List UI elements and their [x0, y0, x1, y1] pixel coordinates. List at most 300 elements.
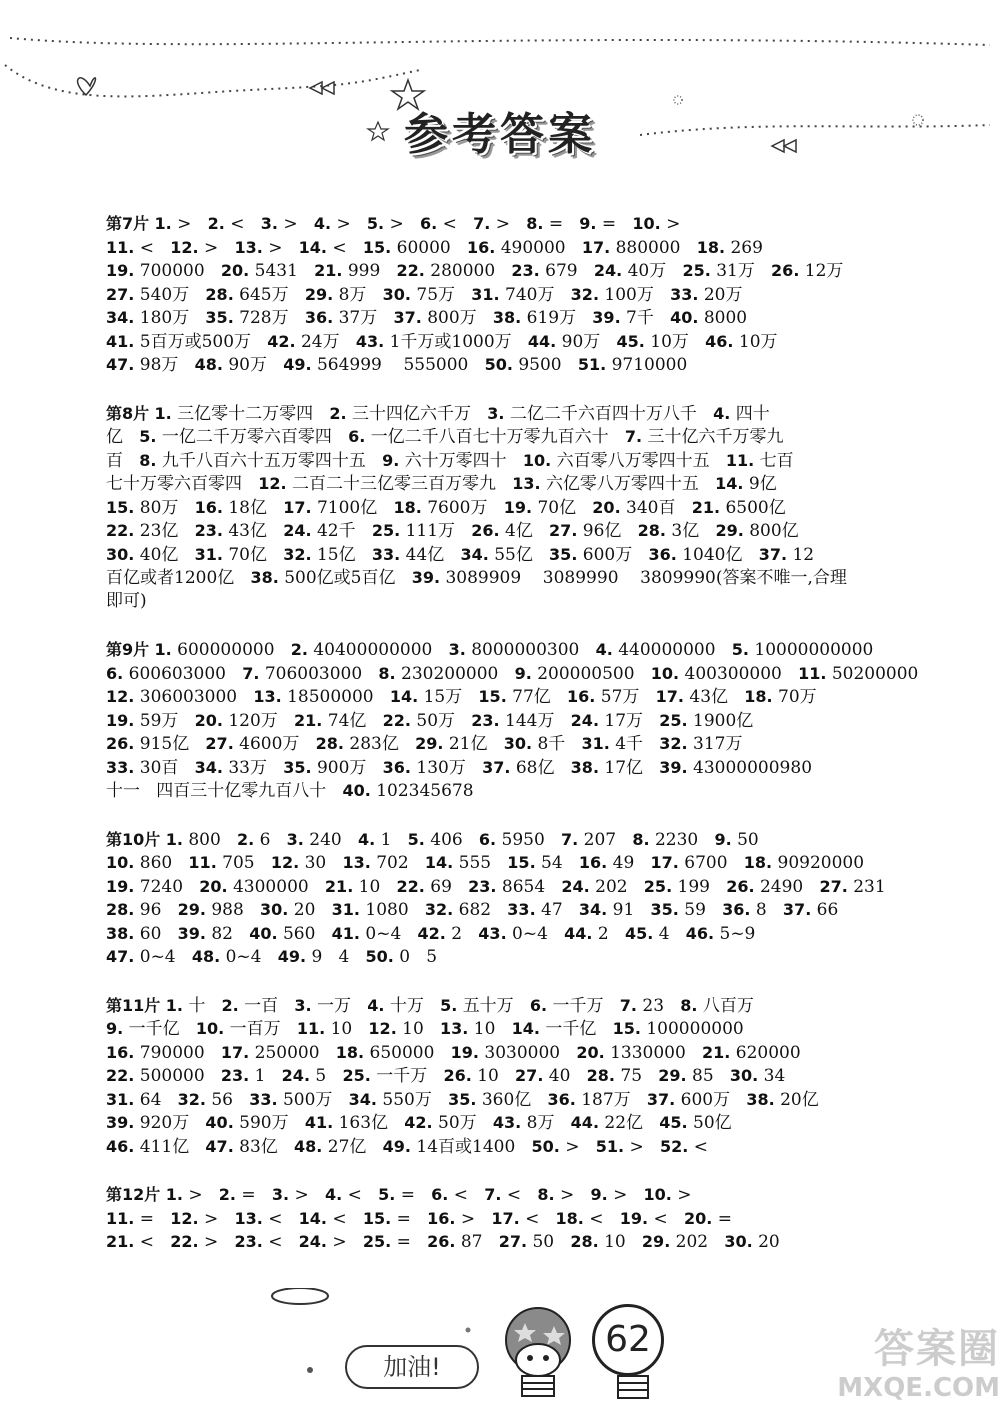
answer-value: 0 5: [399, 947, 438, 967]
question-number: 36.: [722, 900, 751, 919]
answer-value: 9 4: [311, 947, 350, 967]
answer-value: 70亿: [537, 497, 577, 518]
question-number: 42.: [404, 1113, 433, 1132]
heart-icon: [78, 78, 96, 95]
answer-value: 500万: [282, 1089, 333, 1110]
question-number: 49.: [277, 947, 307, 966]
question-number: 28.: [315, 734, 344, 753]
answer-content: [106, 212, 919, 1279]
answer-value: 100000000: [646, 1019, 744, 1039]
question-number: 29.: [715, 521, 744, 540]
answer-line: [106, 1230, 906, 1254]
question-number: 30.: [106, 544, 135, 564]
question-number: 29.: [177, 900, 206, 919]
answer-value: 14百或1400: [416, 1136, 516, 1157]
question-number: 45.: [659, 1113, 688, 1132]
answer-section: [106, 638, 919, 803]
question-number: 41.: [331, 923, 360, 943]
question-number: 13.: [512, 474, 541, 493]
answer-value: 5: [315, 1066, 327, 1086]
question-number: 10.: [643, 1185, 672, 1204]
answer-value: 619万: [526, 308, 577, 328]
question-number: 23.: [220, 1066, 250, 1085]
answer-line: [106, 898, 906, 922]
question-number: 7.: [619, 995, 637, 1015]
question-number: 30.: [260, 900, 289, 919]
question-number: 47.: [205, 1136, 234, 1156]
question-number: 25.: [371, 521, 401, 540]
question-number: 31.: [194, 544, 223, 564]
answer-value: 920万: [139, 1113, 190, 1133]
question-number: 7.: [624, 427, 643, 446]
question-number: 17.: [491, 1208, 520, 1228]
question-number: 37.: [758, 544, 788, 564]
answer-value: 317万: [693, 734, 743, 754]
answer-value: 三十亿六千万零九: [647, 427, 784, 447]
answer-value: 0~4: [139, 947, 176, 967]
question-number: 48.: [294, 1136, 323, 1156]
answer-value: >: [203, 1232, 219, 1252]
question-number: 40.: [205, 1113, 234, 1132]
question-number: 1.: [154, 640, 172, 659]
answer-line: [106, 756, 906, 780]
question-number: 11.: [296, 1019, 326, 1038]
answer-value: 47: [541, 900, 563, 920]
answer-value: 八百万: [702, 995, 754, 1016]
question-number: 27.: [549, 521, 578, 540]
answer-value: 83亿: [239, 1136, 278, 1157]
answer-line: [106, 283, 906, 307]
question-number: 36.: [382, 757, 411, 777]
question-number: 28.: [205, 284, 234, 304]
answer-value: 269: [730, 237, 763, 258]
answer-value: 4600万: [239, 734, 300, 754]
answer-value: 一亿二千万零六百零四: [161, 427, 332, 447]
watermark: [738, 1325, 1000, 1403]
question-number: 21.: [294, 710, 323, 730]
answer-line: [106, 236, 906, 260]
answer-value: 8万: [338, 284, 367, 305]
question-number: 12.: [368, 1019, 397, 1038]
section-label: 第9片: [106, 640, 150, 659]
answer-value: 31万: [716, 261, 755, 281]
answer-value: 240: [309, 829, 342, 850]
question-number: 35.: [205, 308, 234, 327]
question-number: 14.: [389, 687, 419, 706]
answer-value: 七百: [759, 450, 794, 471]
question-number: 11.: [188, 853, 217, 872]
question-number: 23.: [234, 1232, 263, 1251]
question-number: 24.: [298, 1232, 327, 1251]
question-number: 32.: [570, 284, 600, 304]
answer-value: 10: [473, 1019, 496, 1039]
question-number: 17.: [581, 237, 611, 257]
answer-value: 283亿: [349, 734, 399, 754]
question-number: 3.: [294, 995, 312, 1015]
question-number: 5.: [407, 829, 425, 849]
answer-value: 550万: [382, 1089, 432, 1110]
question-number: 9.: [714, 829, 732, 849]
question-number: 6.: [529, 995, 548, 1015]
answer-value: 十一 四百三十亿零九百八十: [106, 781, 327, 801]
question-number: 22.: [382, 710, 411, 730]
answer-value: 50: [737, 829, 759, 850]
question-number: 51.: [595, 1136, 625, 1156]
question-number: 9.: [106, 1019, 124, 1038]
answer-value: 440000000: [618, 640, 716, 660]
answer-value: >: [336, 214, 351, 234]
question-number: 29.: [658, 1066, 687, 1085]
question-number: 20.: [592, 497, 621, 517]
answer-value: 679: [545, 261, 578, 281]
answer-line: [106, 1017, 906, 1041]
question-number: 6.: [106, 663, 124, 683]
answer-value: =: [548, 214, 564, 234]
question-number: 34.: [194, 757, 223, 777]
question-number: 22.: [396, 876, 425, 896]
question-number: 43.: [478, 923, 507, 943]
question-number: 32.: [177, 1089, 206, 1109]
question-number: 21.: [106, 1232, 135, 1251]
question-number: 32.: [283, 544, 312, 564]
question-number: 43.: [355, 331, 385, 351]
answer-value: 20: [758, 1232, 780, 1252]
question-number: 6.: [420, 214, 438, 233]
answer-value: 75万: [416, 284, 456, 305]
question-number: 12.: [258, 474, 287, 493]
answer-value: =: [396, 1232, 411, 1252]
question-number: 25.: [342, 1066, 371, 1085]
answer-value: 37万: [338, 308, 378, 328]
cartoon-kid-icon: [618, 1376, 648, 1398]
answer-value: 20亿: [780, 1089, 819, 1110]
question-number: 33.: [670, 284, 699, 304]
question-number: 40.: [342, 781, 371, 800]
question-number: 30.: [729, 1066, 759, 1085]
answer-value: 988: [211, 900, 244, 920]
question-number: 46.: [685, 923, 715, 943]
question-number: 3.: [487, 403, 505, 423]
question-number: 2.: [221, 995, 239, 1015]
question-number: 22.: [170, 1232, 199, 1251]
question-number: 38.: [492, 308, 522, 327]
answer-value: <: [268, 1208, 283, 1229]
question-number: 38.: [106, 923, 135, 943]
answer-value: 一千亿: [545, 1019, 597, 1039]
question-number: 6.: [478, 829, 497, 849]
doodle-oval: [272, 1288, 328, 1304]
answer-value: 60000: [396, 237, 451, 258]
question-number: 44.: [570, 1113, 600, 1132]
question-number: 37.: [393, 308, 422, 327]
answer-line: [106, 779, 906, 803]
page-title: 参考答案: [404, 109, 596, 160]
answer-line: [106, 922, 906, 946]
answer-value: 645万: [239, 284, 289, 305]
question-number: 34.: [106, 308, 135, 327]
question-number: 5.: [139, 427, 157, 446]
question-number: 18.: [555, 1208, 584, 1228]
question-number: 1.: [165, 995, 183, 1015]
answer-value: 10万: [650, 331, 689, 352]
question-number: 10.: [632, 214, 661, 233]
answer-value: 30百: [139, 757, 179, 778]
question-number: 2.: [218, 1185, 236, 1204]
question-number: 43.: [492, 1113, 522, 1132]
question-number: 13.: [342, 853, 371, 872]
question-number: 13.: [440, 1019, 469, 1038]
answer-value: 50200000: [831, 663, 919, 684]
question-number: 40.: [670, 308, 699, 327]
answer-value: 202: [595, 876, 628, 897]
answer-value: 202: [675, 1232, 709, 1252]
answer-value: 3089909 3089990 3809990(答案不唯一,合理: [445, 568, 847, 588]
answer-value: 82: [211, 923, 233, 944]
answer-value: 34: [763, 1066, 786, 1086]
answer-value: >: [177, 214, 192, 234]
question-number: 24.: [570, 710, 600, 730]
section-label: 第12片: [106, 1185, 161, 1204]
answer-value: 21亿: [448, 734, 488, 754]
question-number: 10.: [106, 853, 135, 872]
question-number: 31.: [106, 1089, 135, 1109]
question-number: 26.: [106, 734, 135, 753]
question-number: 25.: [659, 710, 688, 730]
answer-value: 77亿: [512, 687, 551, 707]
answer-value: 7千: [626, 308, 654, 328]
question-number: 26.: [726, 876, 755, 896]
question-number: 19.: [106, 261, 135, 280]
answer-value: 5百万或500万: [139, 331, 252, 352]
question-number: 12.: [170, 1208, 199, 1228]
question-number: 6.: [431, 1185, 449, 1204]
answer-value: 7240: [139, 876, 184, 897]
question-number: 1.: [165, 829, 183, 849]
question-number: 39.: [177, 923, 206, 943]
cheer-badge: 加油!: [345, 1345, 479, 1389]
question-number: 35.: [650, 900, 679, 919]
answer-section: [106, 1183, 906, 1254]
answer-line: [106, 1207, 906, 1231]
answer-value: 705: [222, 853, 255, 873]
question-number: 28.: [106, 900, 135, 919]
answer-value: 8000: [703, 308, 748, 328]
question-number: 17.: [655, 687, 684, 706]
question-number: 17.: [220, 1042, 250, 1062]
answer-value: 一千万: [376, 1066, 428, 1086]
question-number: 52.: [659, 1136, 689, 1156]
answer-value: =: [396, 1208, 411, 1229]
answer-value: 250000: [254, 1042, 320, 1063]
question-number: 19.: [106, 876, 135, 896]
answer-line: [106, 472, 906, 496]
question-number: 15.: [362, 1208, 392, 1228]
question-number: 2.: [207, 214, 225, 233]
answer-value: 400300000: [684, 663, 782, 684]
answer-value: 5431: [254, 261, 298, 281]
answer-line: [106, 449, 906, 473]
question-number: 8.: [378, 663, 396, 683]
question-number: 44.: [527, 331, 557, 351]
question-number: 29.: [304, 284, 334, 304]
answer-value: 9500: [518, 355, 562, 375]
question-number: 34.: [460, 544, 489, 564]
answer-value: =: [400, 1185, 415, 1205]
answer-value: 一万: [317, 995, 351, 1016]
question-number: 33.: [507, 900, 536, 919]
answer-value: 五十万: [462, 995, 514, 1016]
answer-line: [106, 828, 906, 852]
answer-value: >: [188, 1185, 203, 1205]
answer-value: 66: [816, 900, 839, 920]
question-number: 19.: [503, 497, 533, 517]
question-number: 29.: [415, 734, 444, 753]
answer-value: 85: [692, 1066, 714, 1086]
question-number: 16.: [106, 1042, 135, 1062]
answer-line: [106, 590, 906, 614]
question-number: 14.: [715, 474, 744, 493]
question-number: 12.: [270, 853, 300, 872]
answer-line: [106, 685, 906, 709]
answer-value: >: [294, 1185, 309, 1205]
question-number: 9.: [579, 214, 597, 233]
answer-value: 二百二十三亿零三百万零九: [291, 474, 496, 494]
question-number: 42.: [417, 923, 446, 943]
answer-value: 一百万: [229, 1019, 281, 1039]
answer-value: 96: [139, 900, 162, 920]
answer-value: 一千亿: [128, 1019, 180, 1039]
answer-value: 3030000: [484, 1042, 561, 1063]
answer-value: 900万: [316, 757, 367, 778]
question-number: 37.: [646, 1089, 676, 1109]
answer-value: 24万: [300, 331, 340, 352]
answer-value: <: [525, 1208, 540, 1229]
answer-value: 600万: [582, 544, 633, 565]
answer-value: 187万: [581, 1089, 631, 1110]
answer-value: 411亿: [139, 1136, 190, 1157]
question-number: 15.: [478, 687, 507, 706]
answer-value: 六百零八万零四十五: [556, 450, 710, 471]
question-number: 18.: [744, 687, 773, 706]
answer-line: [106, 638, 906, 662]
answer-value: 87: [460, 1232, 483, 1252]
answer-line: [106, 330, 906, 354]
answer-value: 74亿: [327, 710, 367, 731]
answer-value: 69: [430, 876, 452, 897]
answer-value: 120万: [228, 710, 278, 731]
answer-value: 四十: [735, 403, 770, 424]
question-number: 42.: [267, 331, 296, 351]
question-number: 14.: [298, 1208, 327, 1228]
answer-value: >: [559, 1185, 575, 1205]
answer-value: 十: [188, 995, 206, 1016]
answer-value: 700000: [139, 261, 205, 281]
question-number: 48.: [191, 947, 221, 966]
answer-value: 280000: [430, 261, 496, 281]
question-number: 36.: [648, 544, 677, 564]
answer-value: 540万: [139, 284, 190, 305]
question-number: 7.: [242, 663, 260, 683]
question-number: 34.: [578, 900, 608, 919]
answer-value: 10000000000: [754, 640, 874, 660]
answer-value: 564999 555000: [316, 355, 469, 375]
answer-value: 0~4: [365, 923, 402, 944]
question-number: 4.: [367, 995, 385, 1015]
question-number: 9.: [590, 1185, 608, 1204]
question-number: 10.: [650, 663, 680, 683]
question-number: 25.: [643, 876, 673, 896]
answer-value: 231: [853, 876, 886, 897]
answer-line: [106, 519, 906, 543]
answer-value: 199: [677, 876, 710, 897]
answer-value: 8654: [501, 876, 546, 897]
answer-value: 600000000: [177, 640, 275, 660]
answer-value: 27亿: [327, 1136, 367, 1157]
answer-value: 15亿: [316, 544, 356, 565]
question-number: 2.: [329, 403, 347, 423]
question-number: 2.: [290, 640, 308, 659]
question-number: 28.: [637, 521, 666, 540]
question-number: 29.: [641, 1232, 671, 1251]
answer-value: 682: [458, 900, 492, 920]
question-number: 39.: [659, 757, 688, 777]
question-number: 1.: [154, 214, 172, 233]
answer-section: [106, 212, 906, 377]
question-number: 3.: [271, 1185, 290, 1204]
answer-value: 20万: [703, 284, 743, 305]
answer-value: 六十万零四十: [404, 450, 507, 471]
answer-value: 3亿: [671, 521, 700, 541]
answer-value: 650000: [369, 1042, 435, 1063]
answer-value: 即可): [106, 590, 147, 611]
answer-value: 百: [106, 450, 123, 471]
answer-value: 620000: [735, 1042, 801, 1063]
question-number: 33.: [249, 1089, 278, 1109]
answer-line: [106, 732, 906, 756]
question-number: 33.: [371, 544, 401, 564]
answer-value: >: [629, 1136, 644, 1157]
answer-value: 40: [548, 1066, 571, 1086]
question-number: 16.: [194, 497, 223, 517]
question-number: 25.: [682, 261, 711, 280]
answer-value: 70万: [778, 687, 817, 707]
question-number: 5.: [731, 640, 749, 659]
answer-value: 600603000: [128, 663, 226, 684]
answer-value: 23亿: [139, 521, 179, 541]
question-number: 40.: [249, 923, 278, 943]
question-number: 45.: [624, 923, 654, 943]
question-number: 39.: [106, 1113, 135, 1132]
question-number: 8.: [680, 995, 698, 1015]
question-number: 8.: [537, 1185, 555, 1204]
question-number: 13.: [234, 237, 263, 257]
answer-value: 6: [259, 829, 271, 850]
answer-value: 59万: [139, 710, 179, 731]
question-number: 11.: [106, 1208, 135, 1228]
answer-value: 17万: [604, 710, 644, 731]
answer-value: 0~4: [225, 947, 262, 967]
question-number: 3.: [260, 214, 278, 233]
answer-value: 百亿或者1200亿: [106, 568, 235, 588]
question-number: 38.: [746, 1089, 775, 1109]
answer-value: >: [613, 1185, 628, 1205]
question-number: 23.: [511, 261, 540, 280]
question-number: 31.: [331, 900, 360, 919]
answer-value: 18500000: [287, 687, 374, 707]
answer-value: 六亿零八万零四十五: [545, 474, 699, 494]
answer-value: 1080: [365, 900, 409, 920]
question-number: 36.: [547, 1089, 576, 1109]
